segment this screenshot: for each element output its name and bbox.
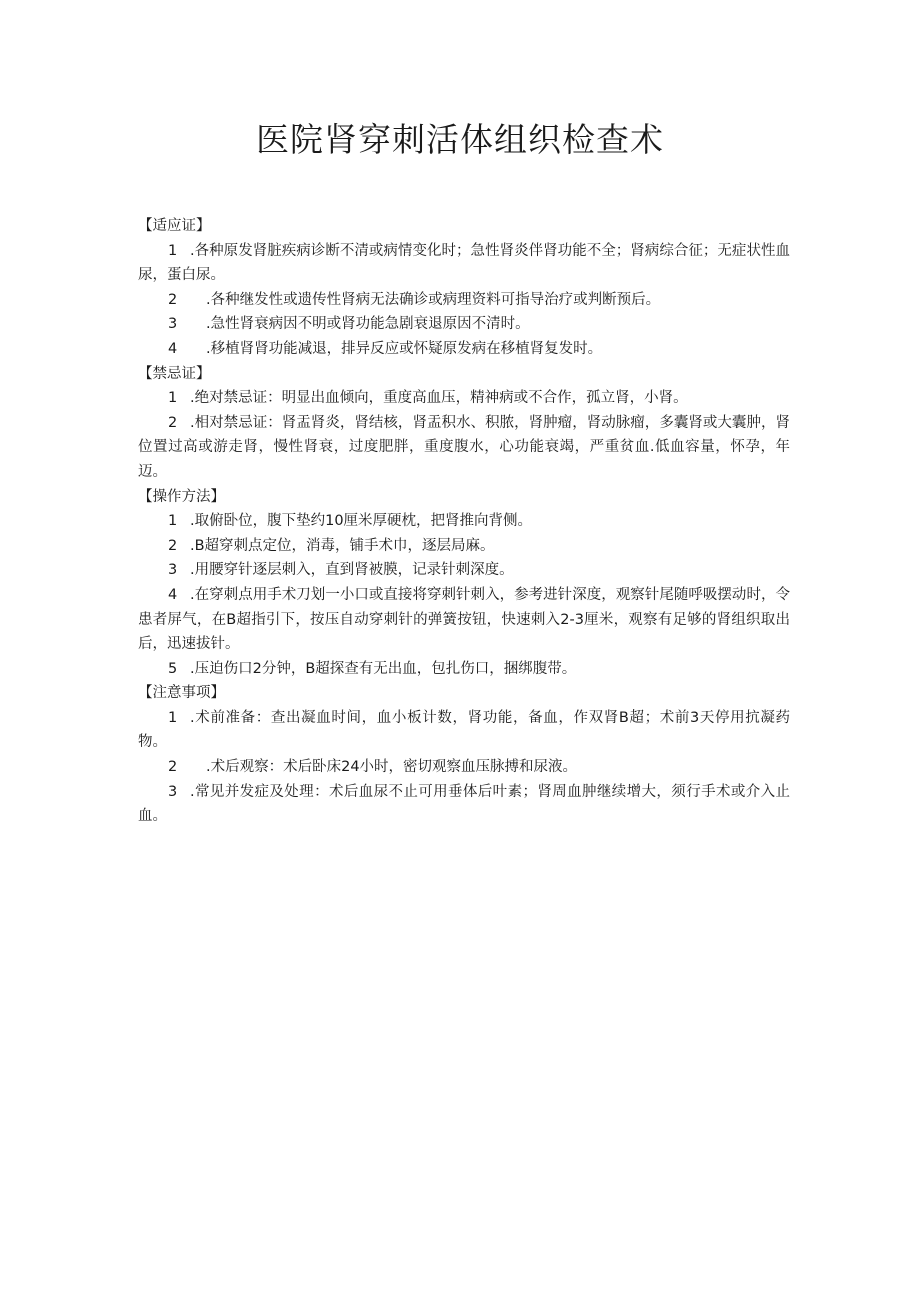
item-text: .相对禁忌证：肾盂肾炎，肾结核，肾盂积水、积脓，肾肿瘤，肾动脉瘤，多囊肾或大囊肿，肾位置过高或游走肾，慢性肾衰，过度肥胖，重度腹水，心功能衰竭，严重贫血.低血容量，怀孕，年迈。 — [138, 414, 790, 480]
section-precautions — [138, 681, 790, 829]
item-number: 1 — [168, 390, 178, 407]
list-item — [138, 558, 790, 583]
item-text: .各种原发肾脏疾病诊断不清或病情变化时；急性肾炎伴肾功能不全；肾病综合征；无症状性血尿，蛋白尿。 — [138, 242, 790, 284]
item-text: .用腰穿针逐层刺入，直到肾被膜，记录针刺深度。 — [190, 562, 514, 579]
list-item — [138, 583, 790, 657]
item-text: .术前准备：查出凝血时间，血小板计数，肾功能，备血，作双肾B超；术前3天停用抗凝药物。 — [138, 709, 790, 751]
item-number: 1 — [168, 242, 178, 259]
section-procedure — [138, 485, 790, 682]
item-number: 4 — [168, 586, 178, 603]
item-text: .取俯卧位，腹下垫约10厘米厚硬枕，把肾推向背侧。 — [190, 513, 533, 530]
list-item — [138, 288, 790, 313]
item-text: .B超穿刺点定位，消毒，铺手术巾，逐层局麻。 — [190, 537, 495, 554]
item-text: .移植肾肾功能减退，排异反应或怀疑原发病在移植肾复发时。 — [206, 340, 603, 357]
list-item — [138, 534, 790, 559]
item-number: 2 — [168, 537, 178, 554]
section-heading: 【注意事项】 — [138, 685, 225, 702]
list-item — [138, 337, 790, 362]
item-number: 1 — [168, 709, 178, 726]
section-heading: 【适应证】 — [138, 218, 211, 234]
document-title: 医院肾穿刺活体组织检查术 — [256, 120, 664, 159]
item-number: 5 — [168, 660, 178, 677]
section-heading: 【操作方法】 — [138, 488, 225, 505]
item-text: .在穿刺点用手术刀划一小口或直接将穿刺针刺入，参考进针深度，观察针尾随呼吸摆动时，令患者屏气，在B超指引下，按压自动穿刺针的弹簧按钮，快速刺入2-3厘米，观察有足够的肾组织取出后，迅速拔针。 — [138, 586, 790, 653]
document-body — [138, 214, 790, 829]
list-item — [138, 755, 790, 780]
list-item — [138, 411, 790, 485]
item-text: .术后观察：术后卧床24小时，密切观察血压脉搏和尿液。 — [206, 759, 578, 776]
list-item — [138, 312, 790, 337]
list-item — [138, 386, 790, 411]
item-text: .急性肾衰病因不明或肾功能急剧衰退原因不清时。 — [206, 316, 530, 333]
item-text: .绝对禁忌证：明显出血倾向，重度高血压，精神病或不合作，孤立肾，小肾。 — [190, 390, 688, 407]
list-item — [138, 657, 790, 682]
item-number: 2 — [168, 414, 178, 431]
item-text: .常见并发症及处理：术后血尿不止可用垂体后叶素；肾周血肿继续增大，须行手术或介入止血。 — [138, 783, 790, 825]
section-contraindications — [138, 362, 790, 485]
list-item — [138, 239, 790, 288]
section-heading: 【禁忌证】 — [138, 365, 211, 382]
item-number: 3 — [168, 562, 178, 579]
item-number: 2 — [168, 291, 178, 308]
item-number: 4 — [168, 340, 178, 357]
list-item — [138, 780, 790, 829]
item-text: .压迫伤口2分钟，B超探查有无出血，包扎伤口，捆绑腹带。 — [190, 660, 577, 677]
list-item — [138, 509, 790, 534]
item-number: 3 — [168, 783, 178, 800]
section-indications — [138, 214, 790, 362]
item-number: 3 — [168, 316, 178, 333]
item-number: 1 — [168, 513, 178, 530]
item-number: 2 — [168, 759, 178, 776]
list-item — [138, 706, 790, 755]
item-text: .各种继发性或遗传性肾病无法确诊或病理资料可指导治疗或判断预后。 — [206, 291, 661, 308]
